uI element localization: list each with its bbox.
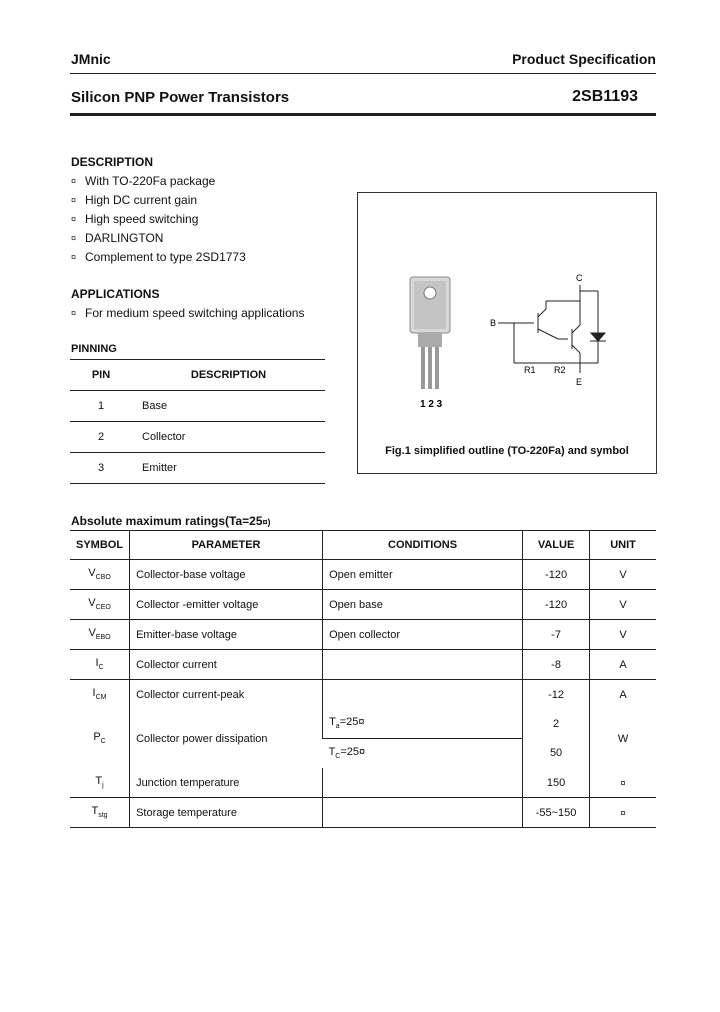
table-row: 2 Collector (70, 422, 325, 453)
list-item: ¤ High speed switching (71, 211, 199, 226)
figure-box (357, 192, 657, 474)
pin-numbers: 1 2 3 (420, 399, 443, 410)
list-item: ¤ For medium speed switching applications (71, 305, 305, 320)
applications-heading: APPLICATIONS (71, 287, 160, 301)
list-item: ¤ DARLINGTON (71, 230, 164, 245)
table-row: $V_{EBO}$ Emitter-base voltage Open collector -7 V (70, 620, 656, 650)
bullet-icon: ¤ (71, 213, 77, 224)
label-base: B (490, 318, 497, 328)
header-rule (70, 73, 656, 74)
product-line: Silicon PNP Power Transistors (71, 89, 290, 106)
bullet-icon: ¤ (71, 251, 77, 262)
description-heading: DESCRIPTION (71, 155, 154, 169)
to220fa-package-icon (410, 277, 450, 389)
table-row: $V_{CBO}$ Collector-base voltage Open emitter -120 V (70, 560, 656, 590)
table-row: 3 Emitter (70, 453, 325, 484)
col-pin: PIN (91, 369, 111, 381)
table-header-row (70, 360, 325, 391)
ratings-title: Absolute maximum ratings(Ta=25¤) (71, 514, 271, 528)
figure-caption: Fig.1 simplified outline (TO-220Fa) and symbol (385, 445, 629, 457)
darlington-symbol-icon (498, 285, 606, 373)
table-row: $I_{CM}$ Collector current-peak -12 A (70, 680, 656, 710)
bullet-icon: ¤ (71, 232, 77, 243)
table-row: 1 Base (70, 391, 325, 422)
table-row: $V_{CEO}$ Collector -emitter voltage Open base -120 V (70, 590, 656, 620)
doc-type: Product Specification (512, 51, 656, 67)
applications-list (71, 303, 304, 322)
label-collector: C (576, 273, 583, 283)
list-item: ¤ High DC current gain (71, 192, 198, 207)
table-row: $T_j$ Junction temperature 150 ¤ (70, 768, 656, 798)
brand-name: JMnic (71, 51, 111, 67)
part-number: 2SB1193 (572, 88, 638, 105)
pinning-heading: PINNING (71, 343, 117, 355)
bullet-icon: ¤ (71, 194, 77, 205)
label-r2: R2 (554, 365, 566, 375)
list-item: ¤ With TO-220Fa package (71, 173, 216, 188)
pinning-table (70, 359, 325, 484)
bullet-icon: ¤ (71, 307, 77, 318)
bullet-icon: ¤ (71, 175, 77, 186)
table-row: $I_C$ Collector current -8 A (70, 650, 656, 680)
table-row: $P_C$ Collector power dissipation $T_a=25¤$ 2 W (70, 709, 656, 739)
table-row: $T_C=25¤$ 50 (70, 739, 656, 769)
col-description: DESCRIPTION (190, 369, 267, 381)
table-row: $T_{stg}$ Storage temperature -55~150 ¤ (70, 798, 656, 828)
ratings-table (70, 530, 656, 828)
list-item: ¤ Complement to type 2SD1773 (71, 249, 246, 264)
description-list (71, 171, 246, 266)
package-and-symbol-illustration (358, 193, 656, 433)
label-emitter: E (576, 377, 583, 387)
title-rule (70, 113, 656, 116)
label-r1: R1 (524, 365, 536, 375)
table-header-row: SYMBOL PARAMETER CONDITIONS VALUE UNIT (70, 531, 656, 560)
